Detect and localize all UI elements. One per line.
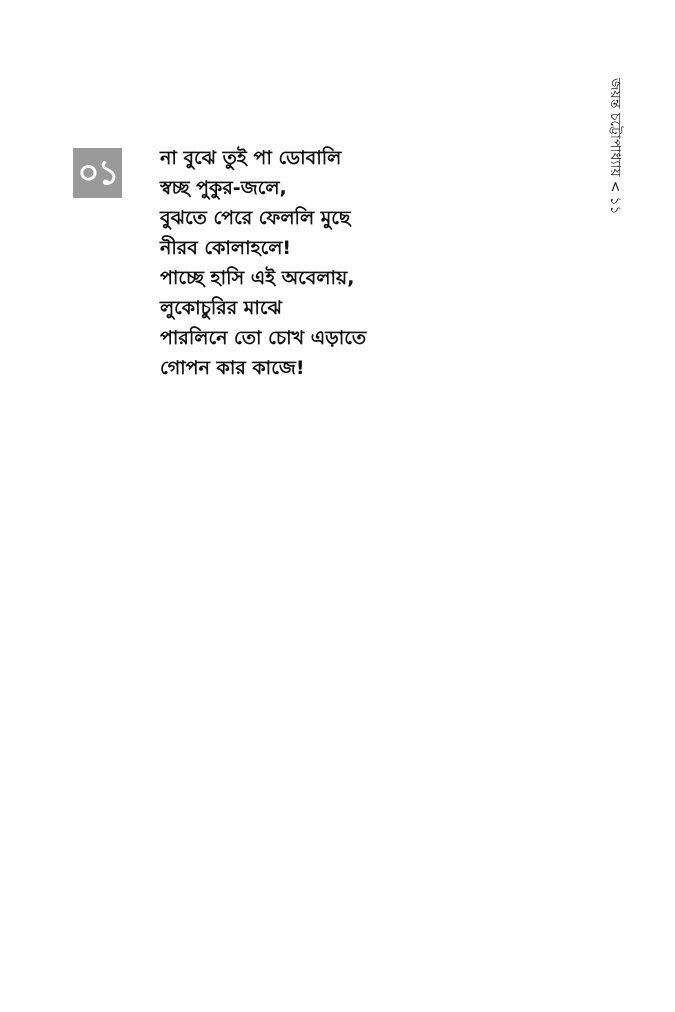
poem-line: নীরব কোলাহলে! [160, 237, 292, 259]
poem-line: লুকোচুরির মাঝে [160, 297, 282, 319]
running-head-separator: < [607, 180, 623, 193]
poem-line: স্বচ্ছ পুকুর-জলে, [160, 177, 287, 199]
poem-number-badge: ০১ [73, 148, 122, 198]
running-head [600, 78, 630, 218]
page-number: ১১ [607, 196, 623, 215]
poem-line: পাচ্ছে হাসি এই অবেলায়, [160, 267, 355, 289]
poem-line: গোপন কার কাজে! [160, 357, 305, 379]
poem-body [160, 143, 480, 383]
poem-line: পারলিনে তো চোখ এড়াতে [160, 327, 367, 349]
poem-line: না বুঝে তুই পা ডোবালি [160, 147, 342, 169]
poem-line: বুঝতে পেরে ফেললি মুছে [160, 207, 351, 229]
author-name: জয়ন্ত চট্টোপাধ্যায় [607, 78, 623, 177]
